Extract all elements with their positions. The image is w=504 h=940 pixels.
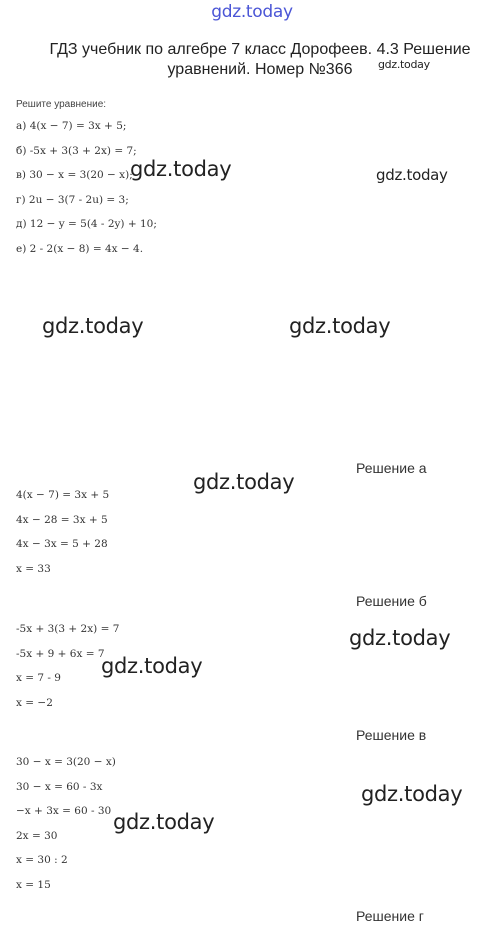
watermark: gdz.today	[101, 654, 203, 678]
solution-line: 30 − x = 3(20 − x)	[16, 756, 116, 768]
solution-line: x = −2	[16, 696, 53, 709]
solution-heading-a: Решение а	[356, 460, 427, 476]
task-item-b: б) -5x + 3(3 + 2x) = 7;	[16, 144, 137, 157]
watermark: gdz.today	[349, 626, 451, 650]
solution-line: 4x − 3x = 5 + 28	[16, 538, 108, 550]
task-item-d: д) 12 − y = 5(4 - 2y) + 10;	[16, 218, 157, 230]
watermark: gdz.today	[376, 166, 448, 184]
solution-line: 4x − 28 = 3x + 5	[16, 513, 108, 526]
page-title: ГДЗ учебник по алгебре 7 класс Дорофеев. 4.3 Решение уравнений. Номер №366	[49, 41, 471, 78]
solution-line: x = 30 : 2	[16, 854, 68, 866]
watermark: gdz.today	[361, 782, 463, 806]
solution-heading-g: Решение г	[356, 908, 424, 924]
watermark: gdz.today	[113, 810, 215, 834]
solution-a	[16, 489, 109, 587]
task-item-v: в) 30 − x = 3(20 − x);	[16, 169, 133, 181]
watermark: gdz.today	[130, 157, 232, 181]
solution-line: x = 15	[16, 878, 51, 891]
solution-line: x = 7 - 9	[16, 672, 61, 684]
solution-line: 4(x − 7) = 3x + 5	[16, 489, 110, 501]
solution-heading-b: Решение б	[356, 593, 427, 609]
watermark: gdz.today	[193, 470, 295, 494]
watermark: gdz.today	[42, 314, 144, 338]
task-list	[16, 120, 157, 267]
solution-line: −x + 3x = 60 - 30	[16, 805, 112, 817]
solution-line: -5x + 9 + 6x = 7	[16, 647, 105, 660]
task-item-g: г) 2u − 3(7 - 2u) = 3;	[16, 193, 129, 206]
solution-v	[16, 756, 116, 903]
task-item-a: а) 4(x − 7) = 3x + 5;	[16, 120, 127, 132]
solution-line: -5x + 3(3 + 2x) = 7	[16, 623, 120, 635]
solution-heading-v: Решение в	[356, 727, 427, 743]
solution-line: 30 − x = 60 - 3x	[16, 780, 103, 793]
site-logo[interactable]: gdz.today	[211, 2, 293, 22]
task-item-e: е) 2 - 2(x − 8) = 4x − 4.	[16, 242, 144, 255]
solution-b	[16, 623, 119, 721]
solution-line: x = 33	[16, 562, 51, 575]
task-label: Решите уравнение:	[16, 99, 107, 110]
watermark: gdz.today	[378, 58, 430, 71]
solution-line: 2x = 30	[16, 829, 58, 842]
watermark: gdz.today	[289, 314, 391, 338]
